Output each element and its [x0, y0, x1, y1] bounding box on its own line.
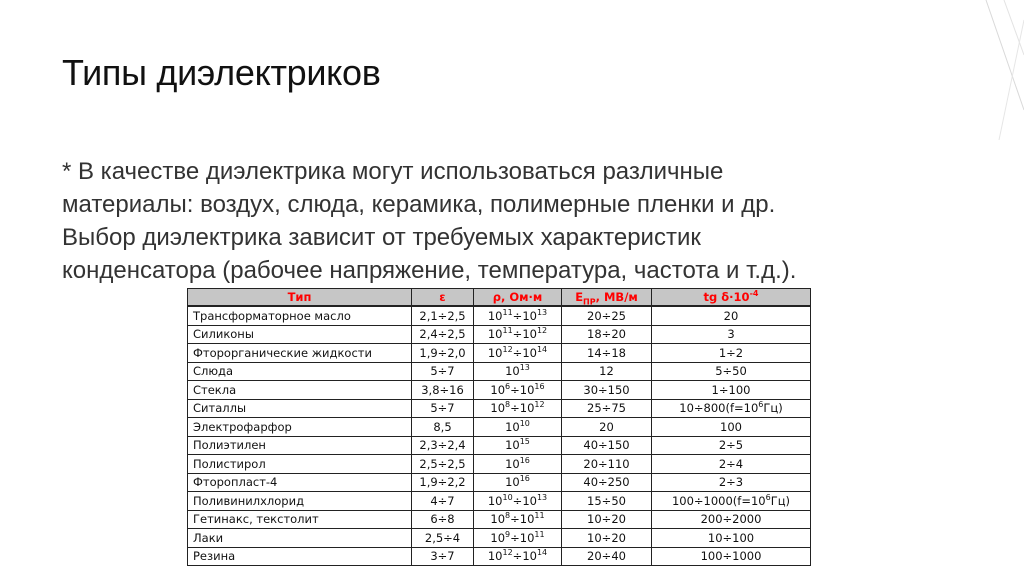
cell-type: Силиконы	[188, 325, 412, 344]
cell-loss-tangent	[652, 306, 811, 325]
slide-title: Типы диэлектриков	[62, 52, 381, 93]
cell-permittivity: 2,3÷2,4	[412, 436, 474, 455]
cell-resistivity	[474, 362, 562, 381]
cell-resistivity-exponent: 13	[519, 363, 530, 373]
cell-resistivity-part: 10	[522, 345, 537, 360]
cell-resistivity	[474, 418, 562, 437]
cell-loss-tangent-part: 100	[720, 419, 742, 434]
cell-type: Ситаллы	[188, 399, 412, 418]
cell-resistivity-exponent: 12	[502, 344, 513, 354]
cell-resistivity-exponent: 6	[505, 381, 511, 391]
cell-loss-tangent	[652, 399, 811, 418]
cell-resistivity-part: ÷	[512, 327, 523, 342]
table-row	[188, 306, 811, 325]
cell-resistivity-part: 10	[505, 456, 520, 471]
cell-resistivity-exponent: 14	[536, 344, 548, 354]
table-row	[188, 362, 811, 381]
cell-resistivity-part: 10	[490, 512, 506, 527]
cell-breakdown-strength: 20÷110	[562, 455, 652, 474]
cell-resistivity-part: ÷	[512, 308, 523, 323]
cell-permittivity: 3,8÷16	[412, 381, 474, 400]
cell-loss-tangent-part: Гц)	[763, 401, 783, 416]
cell-resistivity-part: 10	[519, 401, 535, 416]
cell-loss-tangent-part: 100÷1000	[700, 549, 762, 564]
cell-resistivity-part: 10	[519, 382, 535, 397]
cell-breakdown-strength: 20	[562, 418, 652, 437]
cell-resistivity	[474, 344, 562, 363]
cell-loss-tangent	[652, 418, 811, 437]
cell-resistivity-part: 10	[519, 530, 535, 545]
cell-resistivity-part: 10	[487, 493, 503, 508]
table-row	[188, 492, 811, 511]
cell-permittivity: 1,9÷2,0	[412, 344, 474, 363]
body-text-line: * В качестве диэлектрика могут использоваться различные	[62, 158, 724, 185]
cell-loss-tangent	[652, 529, 811, 548]
cell-type: Слюда	[188, 362, 412, 381]
cell-resistivity-part: ÷	[510, 382, 520, 397]
cell-loss-tangent-part: 2÷5	[718, 438, 744, 453]
cell-resistivity-exponent: 8	[505, 511, 511, 521]
cell-resistivity-part: 10	[522, 493, 537, 508]
cell-loss-tangent	[652, 344, 811, 363]
cell-breakdown-strength: 10÷20	[562, 510, 652, 529]
cell-loss-tangent-part: 2÷4	[718, 456, 744, 471]
header-tg-exponent: -4	[749, 289, 759, 299]
cell-type: Полистирол	[188, 455, 412, 474]
cell-type: Поливинилхлорид	[188, 492, 412, 511]
cell-resistivity-part: ÷	[510, 512, 520, 527]
cell-breakdown-strength: 12	[562, 362, 652, 381]
cell-type: Полиэтилен	[188, 436, 412, 455]
cell-resistivity-exponent: 16	[519, 474, 530, 484]
table-row	[188, 473, 811, 492]
cell-resistivity-exponent: 16	[519, 455, 530, 465]
cell-loss-tangent	[652, 473, 811, 492]
cell-resistivity-exponent: 12	[536, 326, 548, 336]
cell-type: Трансформаторное масло	[188, 306, 412, 325]
cell-loss-tangent	[652, 436, 811, 455]
cell-permittivity: 2,5÷2,5	[412, 455, 474, 474]
cell-resistivity	[474, 325, 562, 344]
cell-permittivity: 2,1÷2,5	[412, 306, 474, 325]
cell-permittivity: 2,4÷2,5	[412, 325, 474, 344]
cell-loss-tangent-part: 100÷1000(f=10	[671, 493, 766, 508]
cell-resistivity-part: 10	[487, 308, 503, 323]
body-text-line: Выбор диэлектрика зависит от требуемых характеристик	[62, 224, 701, 251]
cell-loss-tangent-part: 2÷3	[718, 475, 744, 490]
cell-type: Фторорганические жидкости	[188, 344, 412, 363]
cell-loss-tangent-part: 5÷50	[715, 364, 747, 379]
table-row	[188, 418, 811, 437]
cell-breakdown-strength: 10÷20	[562, 529, 652, 548]
cell-breakdown-strength: 20÷40	[562, 547, 652, 566]
cell-type: Электрофарфор	[188, 418, 412, 437]
cell-loss-tangent	[652, 510, 811, 529]
cell-type: Стекла	[188, 381, 412, 400]
cell-resistivity-part: 10	[490, 382, 506, 397]
cell-resistivity	[474, 381, 562, 400]
cell-resistivity-part: 10	[487, 345, 503, 360]
cell-resistivity-part: 10	[487, 327, 503, 342]
cell-resistivity-part: 10	[490, 401, 506, 416]
cell-resistivity-exponent: 16	[534, 381, 545, 391]
cell-resistivity-exponent: 10	[502, 492, 513, 502]
header-e-symbol: E	[575, 290, 584, 304]
cell-type: Фторопласт-4	[188, 473, 412, 492]
cell-resistivity-exponent: 13	[536, 492, 548, 502]
cell-loss-tangent-exponent: 6	[758, 400, 764, 410]
cell-resistivity-exponent: 11	[534, 529, 545, 539]
header-breakdown-strength	[562, 289, 652, 307]
cell-resistivity-exponent: 12	[534, 400, 545, 410]
cell-resistivity	[474, 306, 562, 325]
cell-breakdown-strength: 18÷20	[562, 325, 652, 344]
cell-type: Гетинакс, текстолит	[188, 510, 412, 529]
cell-resistivity-part: 10	[505, 364, 520, 379]
cell-loss-tangent-part: Гц)	[770, 493, 791, 508]
cell-loss-tangent	[652, 325, 811, 344]
cell-type: Лаки	[188, 529, 412, 548]
cell-resistivity-part: 10	[490, 530, 506, 545]
cell-resistivity-part: ÷	[512, 549, 523, 564]
table-row	[188, 436, 811, 455]
cell-breakdown-strength: 40÷250	[562, 473, 652, 492]
cell-resistivity-part: 10	[487, 549, 503, 564]
cell-resistivity-exponent: 13	[536, 307, 548, 317]
cell-permittivity: 2,5÷4	[412, 529, 474, 548]
header-loss-tangent	[652, 289, 811, 307]
cell-permittivity: 3÷7	[412, 547, 474, 566]
cell-loss-tangent-part: 10÷800(f=10	[679, 401, 759, 416]
cell-loss-tangent	[652, 492, 811, 511]
cell-breakdown-strength: 20÷25	[562, 306, 652, 325]
cell-resistivity	[474, 473, 562, 492]
body-text-line: конденсатора (рабочее напряжение, температура, частота и т.д.).	[62, 257, 797, 284]
dielectrics-table-container	[187, 288, 810, 566]
corner-decoration	[964, 0, 1024, 140]
cell-breakdown-strength: 25÷75	[562, 399, 652, 418]
cell-resistivity-exponent: 11	[502, 307, 513, 317]
cell-loss-tangent	[652, 547, 811, 566]
cell-resistivity	[474, 529, 562, 548]
cell-resistivity-part: 10	[505, 475, 520, 490]
dielectrics-table	[187, 288, 811, 566]
cell-loss-tangent-part: 20	[723, 308, 739, 323]
cell-type: Резина	[188, 547, 412, 566]
cell-resistivity-part: 10	[522, 308, 537, 323]
cell-resistivity-exponent: 9	[505, 529, 511, 539]
cell-resistivity-part: 10	[505, 438, 520, 453]
header-e-subscript: ПР	[583, 297, 596, 307]
cell-loss-tangent-exponent: 6	[765, 492, 771, 502]
cell-loss-tangent-part: 1÷100	[711, 382, 751, 397]
cell-permittivity: 1,9÷2,2	[412, 473, 474, 492]
header-resistivity: ρ, Ом·м	[474, 289, 562, 307]
cell-breakdown-strength: 30÷150	[562, 381, 652, 400]
cell-resistivity-exponent: 10	[519, 418, 530, 428]
cell-resistivity-exponent: 11	[534, 511, 545, 521]
cell-loss-tangent	[652, 455, 811, 474]
cell-resistivity-part: 10	[505, 419, 520, 434]
cell-resistivity	[474, 455, 562, 474]
cell-resistivity	[474, 399, 562, 418]
cell-resistivity-exponent: 15	[519, 437, 530, 447]
table-row	[188, 399, 811, 418]
header-type: Тип	[188, 289, 412, 307]
cell-permittivity: 5÷7	[412, 362, 474, 381]
cell-resistivity	[474, 510, 562, 529]
cell-loss-tangent-part: 3	[727, 327, 735, 342]
cell-resistivity-part: 10	[522, 549, 537, 564]
cell-resistivity-part: ÷	[510, 530, 520, 545]
cell-resistivity-exponent: 8	[505, 400, 511, 410]
cell-resistivity-exponent: 14	[536, 548, 548, 558]
cell-permittivity: 5÷7	[412, 399, 474, 418]
header-e-unit: , МВ/м	[595, 290, 638, 304]
table-row	[188, 547, 811, 566]
cell-resistivity-part: ÷	[510, 401, 520, 416]
table-row	[188, 510, 811, 529]
table-row	[188, 325, 811, 344]
slide-body-text	[62, 155, 942, 287]
table-row	[188, 381, 811, 400]
header-permittivity: ε	[412, 289, 474, 307]
cell-permittivity: 8,5	[412, 418, 474, 437]
cell-resistivity	[474, 547, 562, 566]
cell-resistivity	[474, 492, 562, 511]
cell-resistivity	[474, 436, 562, 455]
table-row	[188, 455, 811, 474]
cell-resistivity-part: ÷	[512, 345, 523, 360]
cell-loss-tangent-part: 200÷2000	[700, 512, 762, 527]
cell-breakdown-strength: 40÷150	[562, 436, 652, 455]
table-header-row	[188, 289, 811, 307]
cell-resistivity-exponent: 12	[502, 548, 513, 558]
table-row	[188, 529, 811, 548]
cell-breakdown-strength: 14÷18	[562, 344, 652, 363]
cell-loss-tangent-part: 1÷2	[718, 345, 744, 360]
table-row	[188, 344, 811, 363]
cell-resistivity-part: ÷	[512, 493, 523, 508]
cell-breakdown-strength: 15÷50	[562, 492, 652, 511]
header-tg-base: tg δ·10	[703, 290, 750, 304]
cell-loss-tangent	[652, 381, 811, 400]
cell-permittivity: 4÷7	[412, 492, 474, 511]
cell-loss-tangent	[652, 362, 811, 381]
cell-resistivity-part: 10	[522, 327, 537, 342]
cell-permittivity: 6÷8	[412, 510, 474, 529]
body-text-line: материалы: воздух, слюда, керамика, полимерные пленки и др.	[62, 191, 776, 218]
cell-resistivity-part: 10	[519, 512, 535, 527]
cell-loss-tangent-part: 10÷100	[707, 530, 755, 545]
cell-resistivity-exponent: 11	[502, 326, 513, 336]
